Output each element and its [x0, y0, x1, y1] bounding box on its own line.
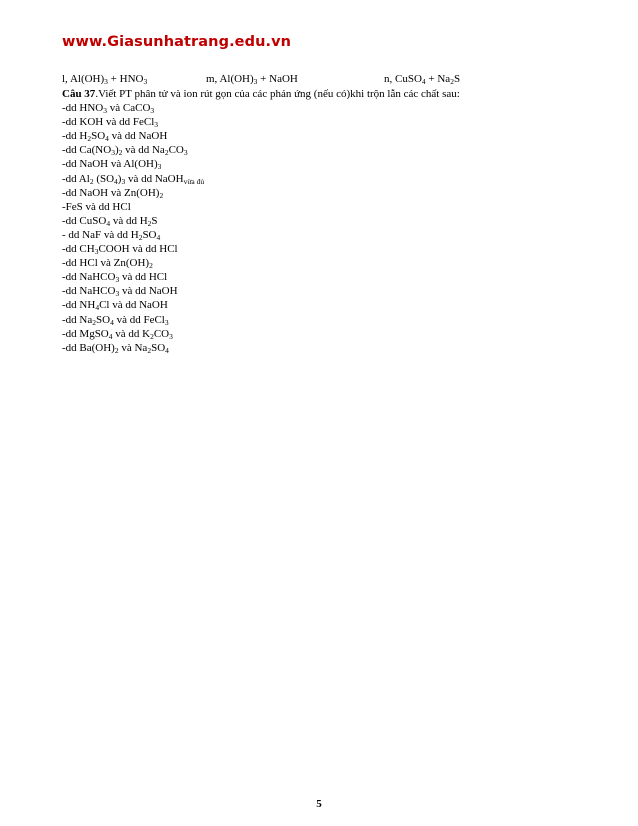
- reaction-item: -dd NaOH và $Al(OH)_3$: [62, 158, 162, 172]
- reaction-list: [62, 101, 460, 355]
- exercise-n: n, CuSO$_4$ + $Na_2S$: [384, 73, 461, 86]
- reaction-item: -dd CuSO$_4$ và dd $H_2S$: [62, 214, 158, 228]
- page-number: 5: [316, 798, 322, 810]
- reaction-item: -dd HCl và $Zn(OH)_2$: [62, 257, 153, 271]
- reaction-item: -dd $H_2SO_4$ và dd NaOH: [62, 130, 168, 144]
- reaction-item: -dd NaHCO$_3$ và dd HCl: [62, 271, 168, 285]
- exercise-row: [62, 73, 602, 87]
- exercise-m: m, $Al(OH)_3$ + NaOH: [206, 73, 298, 86]
- reaction-item: -dd $HNO_3$ và CaCO$_3$: [62, 102, 155, 116]
- reaction-item: -dd $NH_4Cl$ và dd NaOH: [62, 299, 168, 313]
- question-line: [62, 87, 460, 101]
- reaction-item: -dd MgSO$_4$ và dd $K_2CO_3$: [62, 327, 173, 341]
- reaction-item: -dd $Al_2$ $(SO_4)_3$ và dd NaOH$_{vừa đủ}$: [62, 172, 205, 186]
- reaction-item: -dd $CH_3COOH$ và dd HCl: [62, 243, 178, 257]
- exercise-l: l, $Al(OH)_3 + HNO_3$: [62, 73, 148, 86]
- reaction-item: -dd $Ba(OH)_2$ và $Na_2SO_4$: [62, 341, 169, 355]
- reaction-item: -FeS và dd HCl: [62, 200, 131, 213]
- question-block: [62, 87, 460, 355]
- reaction-item: -dd $Ca(NO_3)_2$ và dd $Na_2CO_3$: [62, 144, 188, 158]
- question-text: .Viết PT phân tử và ion rút gọn của các phản ứng (nếu có)khi trộn lẫn các chất sau:: [95, 88, 460, 100]
- reaction-item: -dd KOH và dd FeCl$_3$: [62, 116, 159, 130]
- site-url[interactable]: www.Giasunhatrang.edu.vn: [62, 34, 292, 50]
- reaction-item: -dd $Na_2SO_4$ và dd FeCl$_3$: [62, 313, 169, 327]
- question-label: Câu 37: [62, 88, 96, 100]
- reaction-item: -dd NaOH và $Zn(OH)_2$: [62, 186, 164, 200]
- reaction-item: -dd NaHCO$_3$ và dd NaOH: [62, 285, 178, 299]
- reaction-item: - dd NaF và dd $H_2SO_4$: [62, 228, 161, 242]
